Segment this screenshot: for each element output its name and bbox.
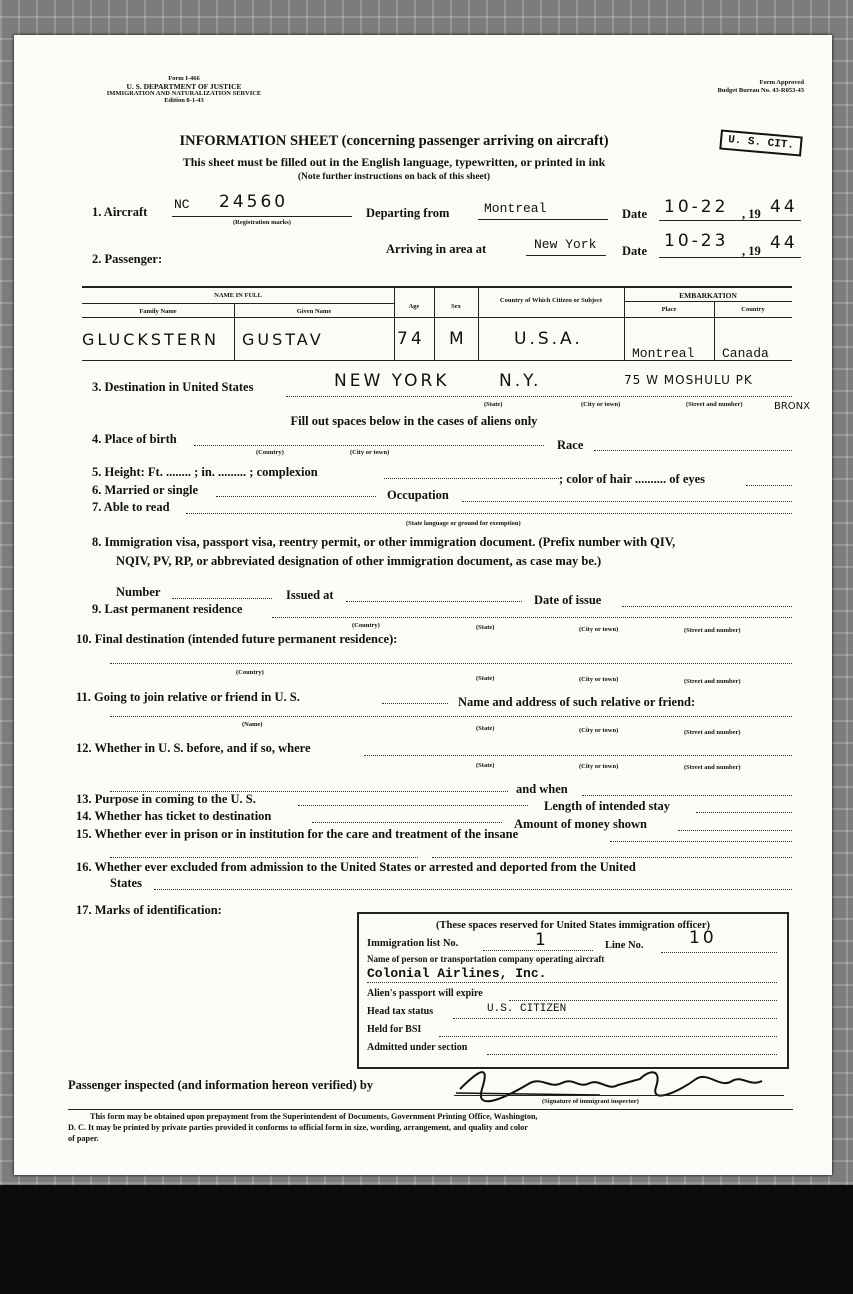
arrival-date: 10-23 <box>664 231 729 251</box>
form-number: Form I-466 <box>168 75 200 82</box>
company-label: Name of person or transportation company operating aircraft <box>367 954 605 964</box>
passenger-label: 2. Passenger: <box>92 252 163 266</box>
purpose-label: 13. Purpose in coming to the U. S. <box>76 792 256 806</box>
given-name-value: GUSTAV <box>242 330 324 349</box>
citizenship-stamp: U. S. CIT. <box>719 129 802 156</box>
held-bsi-label: Held for BSI <box>367 1024 422 1035</box>
aircraft-line <box>172 216 352 217</box>
reserved-heading: (These spaces reserved for United States immigration officer) <box>435 920 710 931</box>
service: IMMIGRATION AND NATURALIZATION SERVICE <box>106 90 262 97</box>
aircraft-prefix: NC <box>174 197 190 212</box>
length-stay-label: Length of intended stay <box>544 799 671 813</box>
aliens-only-heading: Fill out spaces below in the cases of aliens only <box>290 414 538 428</box>
age-value: 74 <box>397 329 425 349</box>
departing-line <box>478 219 608 220</box>
race-label: Race <box>557 438 584 452</box>
departing-value: Montreal <box>484 201 547 216</box>
relative-address-label: Name and address of such relative or friend: <box>458 695 696 709</box>
registration-label: (Registration marks) <box>233 219 291 226</box>
inspected-label: Passenger inspected (and information hereon verified) by <box>68 1078 374 1092</box>
final-destination-label: 10. Final destination (intended future permanent residence): <box>76 632 398 646</box>
embark-country-value: Canada <box>722 346 769 361</box>
signature-caption: (Signature of immigrant inspector) <box>542 1098 639 1105</box>
place-of-birth-label: 4. Place of birth <box>92 432 177 446</box>
destination-street: 75 W MOSHULU PK <box>624 373 753 387</box>
citizenship-header: Country of Which Citizen or Subject <box>499 297 603 304</box>
in-us-before-label: 12. Whether in U. S. before, and if so, where <box>76 741 311 755</box>
department: U. S. DEPARTMENT OF JUSTICE <box>126 82 242 91</box>
name-in-full-header: NAME IN FULL <box>214 292 262 299</box>
footer-note-1: This form may be obtained upon prepayment from the Superintendent of Documents, Government Printing Office, Washington, <box>90 1112 538 1121</box>
footer-note-2: D. C. It may be printed by private parties provided it conforms to official form in size, wording, arrangement, and quality and color <box>68 1123 528 1132</box>
citizenship-value: U.S.A. <box>514 329 583 349</box>
destination-state: NEW YORK <box>334 371 450 391</box>
excluded-label: 16. Whether ever excluded from admission to the United States or arrested and deported from the United <box>76 860 636 874</box>
and-when-label: and when <box>516 782 568 796</box>
line-no-value: 10 <box>689 928 717 948</box>
form-subtitle: This sheet must be filled out in the English language, typewritten, or printed in ink <box>182 155 606 169</box>
aircraft-number: 24560 <box>219 192 289 212</box>
given-name-header: Given Name <box>296 308 332 315</box>
arrival-year: 44 <box>770 233 798 253</box>
information-sheet: Form I-466 U. S. DEPARTMENT OF JUSTICE IMMIGRATION AND NATURALIZATION SERVICE Edition 8-1-43 Form Approved Budget Bureau No. 43-R053-43 U. S. CIT. INFORMATION SHEET (concerning passenger arriving on aircraft) This sheet must be filled out in the English language, typewritten, or printed in ink (Note further instructions on back of this sheet) 1. Aircraft NC 24560 (Registration marks) Departing from Montreal Date 10-22 , 19 44 Arriving in area at New York Date 10-23 , 19 44 2. Passenger: NAME IN FULL Family Name Given Name Age Sex Country of Which Citizen or Subject EMBARKATION Place Country GLUCKSTERN GUSTAV 74 M U.S.A. Montreal Canada 3. Destination in United States NEW YORK N.Y. 75 W MOSHULU PK BRONX (State) (City or town) (Street and number) Fill out spaces below in the cases of aliens only 4. Place of birth (Country) (City or town) Race 5. Height: Ft. ........ ; in. ......... ; complexion ; color of hair .......... of eyes 6. Married or single Occupation 7. Able to read (State language or ground for exemption) 8. Immigration visa, passport visa, reentry permit, or other immigration document. (Prefix number with QIV, NQIV, PV, RP, or abbreviated designation of other immigration document, as case may be.) Number Issued at Date of issue 9. Last permanent residence (Country) (State) (City or town) (Street and number) 10. Final destination (intended future permanent residence): (Country) (State) (City or town) (Street and number) 11. Going to join relative or friend in U. S. Name and address of such relative or friend: (Name) (State) (City or town) (Street and number) 12. Whether in U. S. before, and if so, where (State) (City or town) (Street and number) and when 13. Purpose in coming to the U. S. Length of intended stay 14. Whether has ticket to destination Amount of money shown 15. Whether ever in prison or in institution for the care and treatment of the insane 16. Whether ever excluded from admission to the United States or arrested and deported from the United States 17. Marks of identification: (These spaces reserved for United States immigration officer) Immigration list No. 1 Line No. 10 Name of person or transportation company operating aircraft Colonial Airlines, Inc. Alien's passport will expire Head tax status U.S. CITIZEN Held for BSI Admitted under section Passenger inspected (and information hereon verified) by (Signature of immigrant inspector) This form may be obtained upon prepayment from the Superintendent of Documents, Government Printing Office, Washington, D. C. It may be printed by private parties provided it conforms to official form in size, wording, arrangement, and quality and color of paper. <box>14 35 832 1175</box>
embark-place-value: Montreal <box>632 346 695 361</box>
edition: Edition 8-1-43 <box>164 97 204 104</box>
table-top <box>82 286 792 288</box>
departing-label: Departing from <box>366 206 450 220</box>
officer-box <box>357 912 789 1069</box>
footer-note-3: of paper. <box>68 1134 99 1143</box>
occupation-label: Occupation <box>387 488 449 502</box>
film-border <box>0 1185 853 1294</box>
last-residence-label: 9. Last permanent residence <box>92 602 243 616</box>
departure-date: 10-22 <box>664 197 729 217</box>
family-name-value: GLUCKSTERN <box>82 330 220 349</box>
inspector-signature <box>450 1059 770 1103</box>
date-of-issue-label: Date of issue <box>534 593 602 607</box>
head-tax-value: U.S. CITIZEN <box>487 1003 567 1015</box>
list-no-label: Immigration list No. <box>367 938 459 949</box>
able-to-read-label: 7. Able to read <box>92 500 170 514</box>
passport-expire-label: Alien's passport will expire <box>367 988 483 999</box>
hair-label: ; color of hair .......... of eyes <box>559 472 706 486</box>
country-header: Country <box>741 306 765 313</box>
prison-label: 15. Whether ever in prison or in institution for the care and treatment of the insane <box>76 827 519 841</box>
sex-value: M <box>449 329 467 349</box>
place-header: Place <box>661 306 677 313</box>
married-label: 6. Married or single <box>92 483 198 497</box>
company-value: Colonial Airlines, Inc. <box>367 966 547 981</box>
admitted-label: Admitted under section <box>367 1042 468 1053</box>
arriving-value: New York <box>534 237 597 252</box>
embarkation-header: EMBARKATION <box>679 291 737 300</box>
line-no-label: Line No. <box>605 940 644 951</box>
destination-city: N.Y. <box>499 371 542 391</box>
arriving-label: Arriving in area at <box>386 242 487 256</box>
list-no-value: 1 <box>535 930 549 950</box>
marks-label: 17. Marks of identification: <box>76 903 222 917</box>
height-label: 5. Height: Ft. ........ ; in. ......... ; complexion <box>92 465 318 479</box>
destination-label: 3. Destination in United States <box>92 380 254 394</box>
money-label: Amount of money shown <box>514 817 648 831</box>
date-label: Date <box>622 207 647 221</box>
number-label: Number <box>116 585 161 599</box>
form-approved: Form Approved <box>759 79 804 86</box>
budget-bureau: Budget Bureau No. 43-R053-43 <box>717 87 804 94</box>
head-tax-label: Head tax status <box>367 1006 434 1017</box>
form-note: (Note further instructions on back of this sheet) <box>297 172 491 182</box>
immigration-doc-label: 8. Immigration visa, passport visa, reentry permit, or other immigration document. (Prefix number with QIV, <box>92 535 676 549</box>
form-title: INFORMATION SHEET (concerning passenger arriving on aircraft) <box>179 133 609 149</box>
age-header: Age <box>408 303 420 310</box>
going-to-join-label: 11. Going to join relative or friend in U. S. <box>76 690 300 704</box>
sex-header: Sex <box>451 303 461 310</box>
destination-borough: BRONX <box>774 401 811 412</box>
family-name-header: Family Name <box>139 308 177 315</box>
aircraft-label: 1. Aircraft <box>92 205 148 219</box>
departure-year: 44 <box>770 197 798 217</box>
ticket-label: 14. Whether has ticket to destination <box>76 809 272 823</box>
issued-at-label: Issued at <box>286 588 334 602</box>
